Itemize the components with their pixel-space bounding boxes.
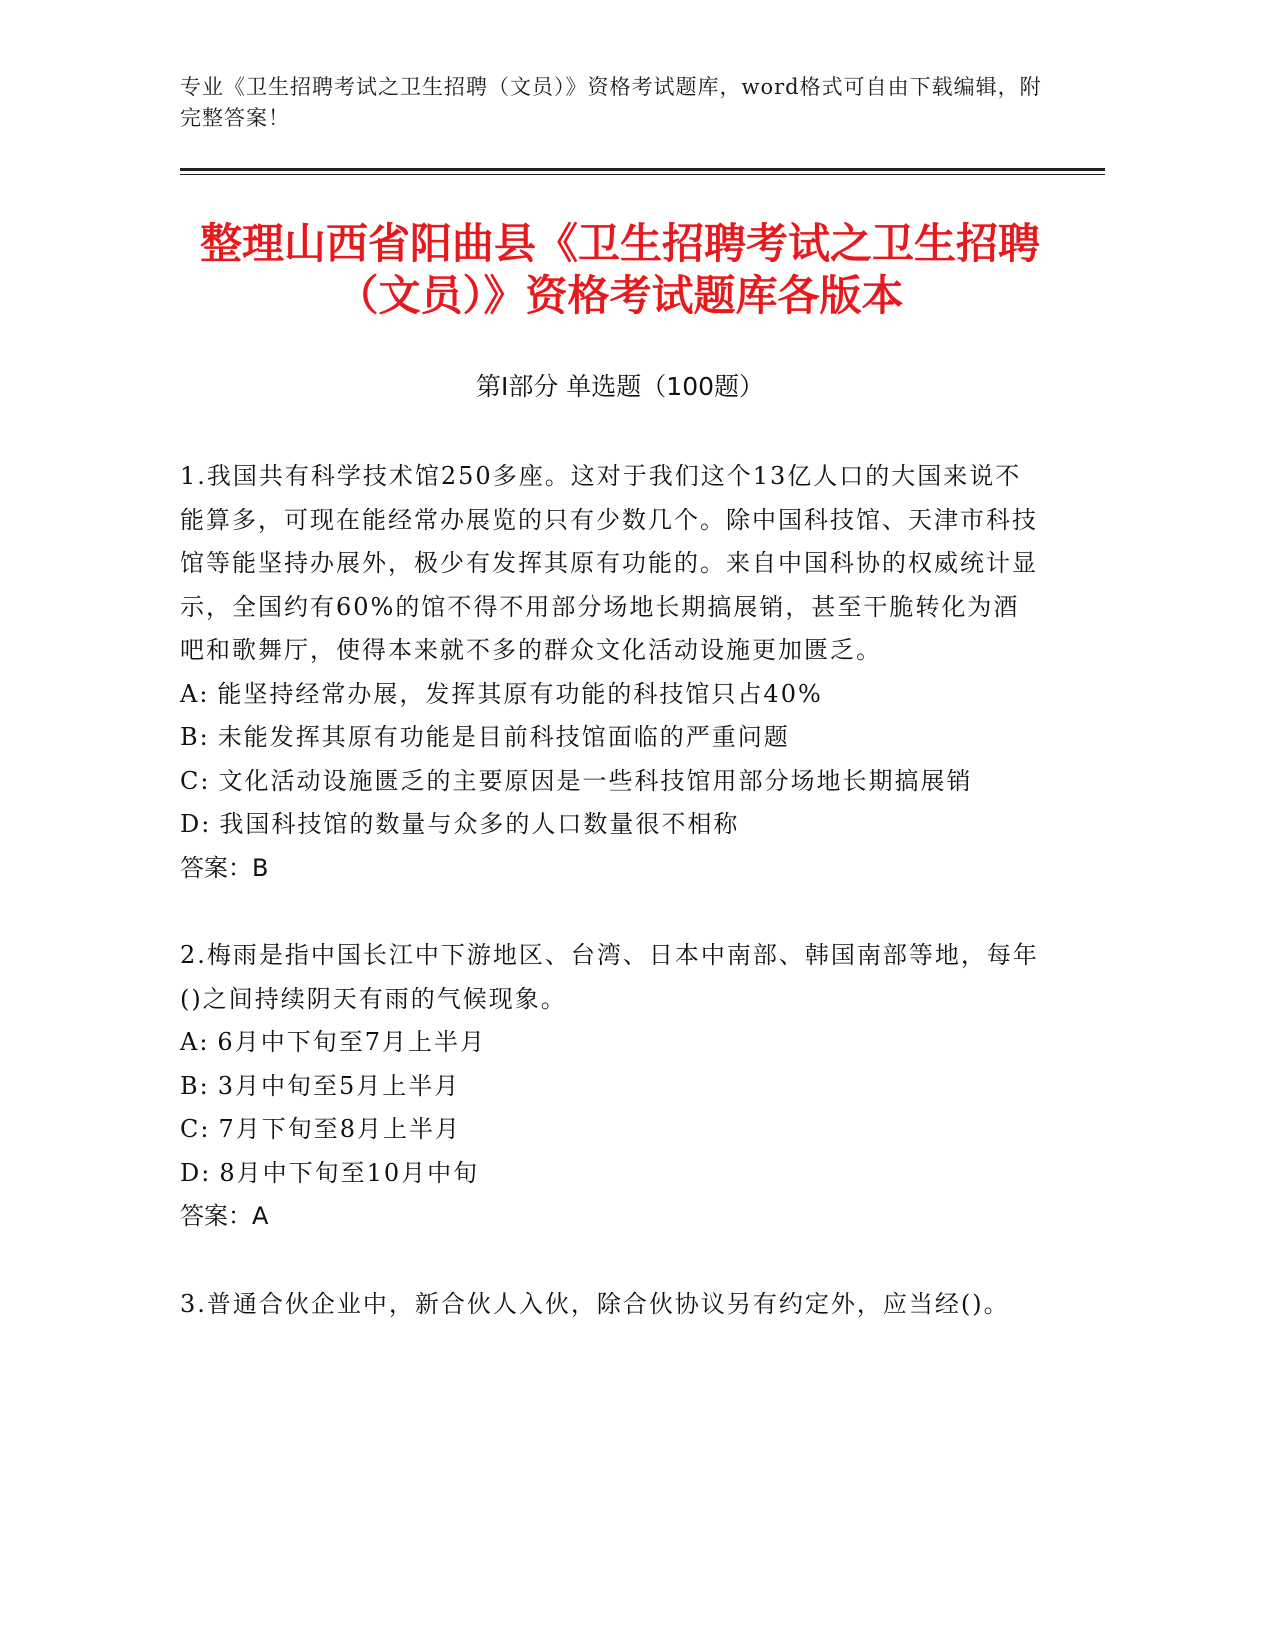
option-d bbox=[180, 1152, 1040, 1196]
answer-line: 答案：A bbox=[180, 1202, 269, 1230]
option-text: 7月下旬至8月上半月 bbox=[218, 1115, 461, 1143]
question-2 bbox=[180, 934, 1040, 1239]
option-c bbox=[180, 760, 1040, 804]
question-3 bbox=[180, 1283, 1040, 1327]
option-key: D: bbox=[180, 810, 212, 838]
question-1 bbox=[180, 455, 1040, 890]
option-text: 3月中旬至5月上半月 bbox=[217, 1071, 461, 1100]
option-key: B: bbox=[180, 1071, 210, 1100]
option-text: 我国科技馆的数量与众多的人口数量很不相称 bbox=[219, 810, 740, 838]
option-key: C: bbox=[180, 1115, 211, 1143]
section-heading: 第I部分 单选题（100题） bbox=[475, 372, 765, 401]
option-a bbox=[180, 1021, 1040, 1065]
option-key: C: bbox=[180, 766, 211, 795]
option-key: A: bbox=[180, 679, 210, 708]
question-stem: 1.我国共有科学技术馆250多座。这对于我们这个13亿人口的大国来说不能算多，可现在能经常办展览的只有少数几个。除中国科技馆、天津市科技馆等能坚持办展外，极少有发挥其原有功能的。来自中国科协的权威统计显示，全国约有60%的馆不得不用部分场地长期搞展销，甚至干脆转化为酒吧和歌舞厅，使得本来就不多的群众文化活动设施更加匮乏。 bbox=[180, 462, 1038, 664]
header-rule-thick bbox=[180, 168, 1105, 171]
document-title: 整理山西省阳曲县《卫生招聘考试之卫生招聘（文员）》资格考试题库各版本 bbox=[199, 219, 1040, 320]
answer-line: 答案：B bbox=[180, 853, 269, 882]
option-key: B: bbox=[180, 723, 210, 751]
option-text: 能坚持经常办展，发挥其原有功能的科技馆只占40% bbox=[217, 679, 823, 708]
question-list bbox=[180, 455, 1040, 1370]
option-key: A: bbox=[180, 1028, 210, 1056]
option-d bbox=[180, 803, 1040, 847]
option-text: 未能发挥其原有功能是目前科技馆面临的严重问题 bbox=[217, 723, 790, 751]
header-note: 专业《卫生招聘考试之卫生招聘（文员）》资格考试题库，word格式可自由下载编辑，附完整答案！ bbox=[180, 75, 1042, 130]
question-stem: 3.普通合伙企业中，新合伙人入伙，除合伙协议另有约定外，应当经()。 bbox=[180, 1289, 1010, 1318]
header-rule-thin bbox=[180, 174, 1105, 175]
question-stem: 2.梅雨是指中国长江中下游地区、台湾、日本中南部、韩国南部等地，每年()之间持续阴天有雨的气候现象。 bbox=[180, 941, 1039, 1013]
option-text: 6月中下旬至7月上半月 bbox=[217, 1028, 486, 1056]
option-text: 8月中下旬至10月中旬 bbox=[219, 1158, 480, 1187]
option-c bbox=[180, 1108, 1040, 1152]
option-b bbox=[180, 1065, 1040, 1109]
option-key: D: bbox=[180, 1158, 212, 1187]
option-text: 文化活动设施匮乏的主要原因是一些科技馆用部分场地长期搞展销 bbox=[218, 766, 973, 795]
option-b bbox=[180, 716, 1040, 760]
option-a bbox=[180, 673, 1040, 717]
